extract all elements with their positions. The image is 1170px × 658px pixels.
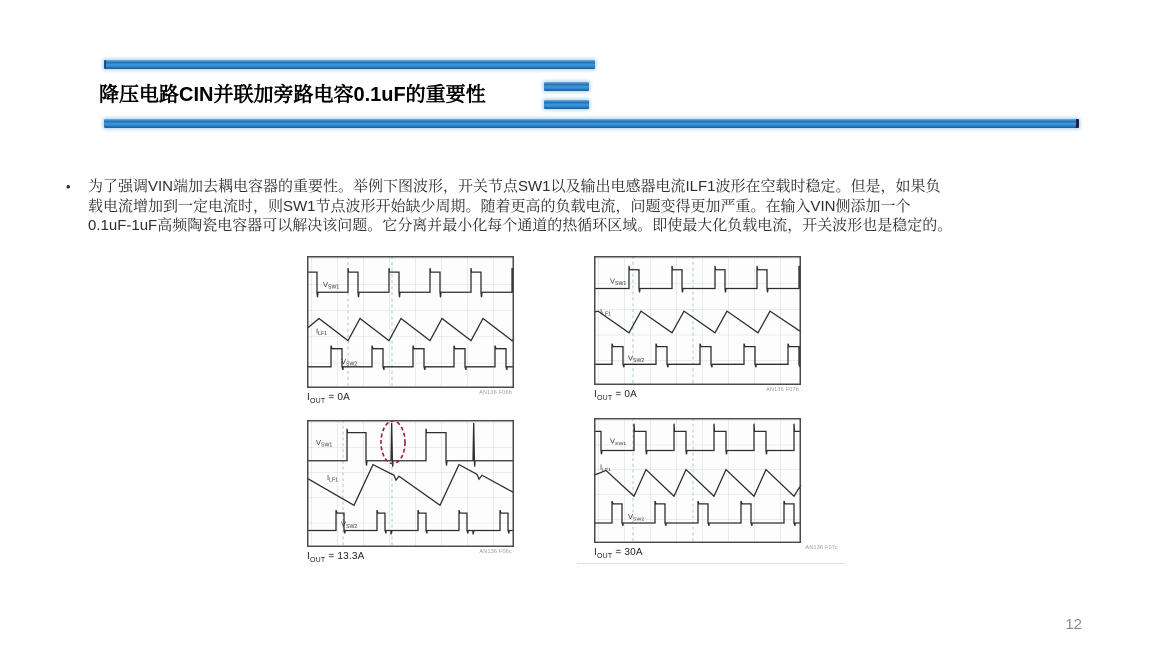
scope-figure-with-cap-0A xyxy=(594,256,801,402)
bullet-marker: • xyxy=(66,179,71,194)
pasted-image-edge-line xyxy=(577,563,845,564)
vsw2-label: $V_{SW2}$ xyxy=(628,512,645,523)
ilf1-label: $I_{LF1}$ xyxy=(600,307,612,318)
scope-caption: $I_{OUT} = 0A$ xyxy=(307,392,351,405)
figure-reference: AN136 F06b xyxy=(479,390,512,396)
figure-reference: AN136 F07c xyxy=(805,545,838,551)
paragraph-line: 载电流增加到一定电流时，则SW1节点波形开始缺少周期。随着更高的负载电流，问题变得更加严重。在输入VIN侧添加一个 xyxy=(88,197,911,215)
oscilloscope-plot xyxy=(594,418,801,543)
scope-caption: $I_{OUT} = 13.3A$ xyxy=(307,551,365,564)
vsw1-label: $V_{SW1}$ xyxy=(316,438,333,449)
vsw2-label: $V_{SW2}$ xyxy=(341,356,358,368)
vsw1-label: $V_{SW1}$ xyxy=(610,436,627,448)
title-accent-bar-small-1 xyxy=(544,82,589,91)
paragraph-line: 0.1uF-1uF高频陶瓷电容器可以解决该问题。它分离并最小化每个通道的热循环区域。即使最大化负载电流，开关波形也是稳定的。 xyxy=(88,217,953,234)
ilf1-label: $I_{LF1}$ xyxy=(600,462,612,473)
figure-reference: AN136 F07b xyxy=(766,387,799,393)
vsw2-label: $V_{SW2}$ xyxy=(341,519,358,531)
paragraph-line: 为了强调VIN端加去耦电容器的重要性。举例下图波形，开关节点SW1以及输出电感器电流ILF1波形在空载时稳定。但是，如果负 xyxy=(88,178,941,195)
title-accent-bar-top xyxy=(104,60,595,69)
vsw1-label: $V_{SW1}$ xyxy=(610,276,627,288)
oscilloscope-plot xyxy=(307,420,514,547)
oscilloscope-plot xyxy=(307,256,514,388)
ilf1-label: $I_{LF1}$ xyxy=(327,473,339,484)
ilf1-label: $I_{LF1}$ xyxy=(316,326,328,338)
body-paragraph xyxy=(66,177,1128,236)
scope-figure-with-cap-30A xyxy=(594,418,838,560)
title-accent-bar-small-2 xyxy=(544,100,589,109)
page-number: 12 xyxy=(1065,616,1082,633)
title-accent-bar-bottom xyxy=(104,119,1079,128)
oscilloscope-plot xyxy=(594,256,801,385)
page-title: 降压电路CIN并联加旁路电容0.1uF的重要性 xyxy=(99,84,486,106)
scope-caption: $I_{OUT} = 30A$ xyxy=(594,547,643,560)
scope-figure-no-cap-0A xyxy=(307,256,514,405)
vsw1-label: $V_{SW1}$ xyxy=(323,280,340,291)
scope-caption: $I_{OUT} = 0A$ xyxy=(594,389,638,402)
vsw2-label: $V_{SW2}$ xyxy=(628,353,645,364)
figure-reference: AN136 F06c xyxy=(479,549,512,555)
scope-figure-no-cap-13A xyxy=(307,420,514,564)
